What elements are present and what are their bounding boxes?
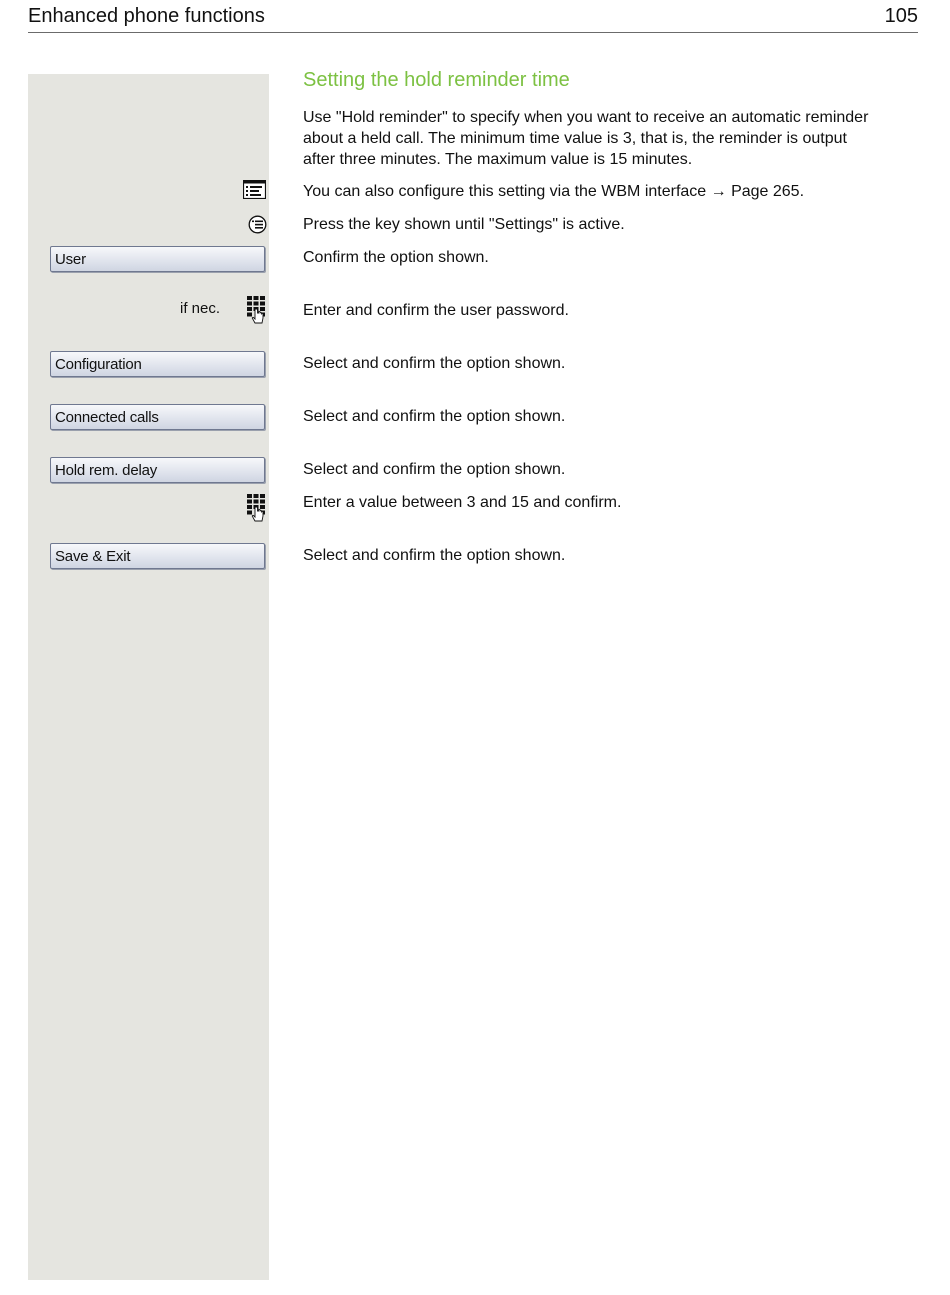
configuration-button[interactable]: Configuration — [50, 351, 265, 377]
step-configuration-text: Select and confirm the option shown. — [303, 355, 566, 372]
hold-rem-delay-button[interactable]: Hold rem. delay — [50, 457, 265, 483]
wbm-screen-icon — [243, 180, 266, 199]
menu-key-icon[interactable] — [248, 215, 267, 234]
connected-calls-button[interactable]: Connected calls — [50, 404, 265, 430]
step-wbm-text: You can also configure this setting via the WBM interface → Page 265. — [303, 183, 805, 200]
step-enter-value-text: Enter a value between 3 and 15 and confirm. — [303, 494, 622, 511]
header-title: Enhanced phone functions — [28, 5, 265, 27]
step-settings-text: Press the key shown until "Settings" is active. — [303, 216, 625, 233]
header-divider — [28, 32, 918, 33]
if-nec-label: if nec. — [180, 300, 221, 317]
page-number: 105 — [884, 5, 918, 27]
step-hold-rem-delay-text: Select and confirm the option shown. — [303, 461, 566, 478]
user-button[interactable]: User — [50, 246, 265, 272]
intro-line: Use "Hold reminder" to specify when you want to receive an automatic reminder — [303, 109, 869, 126]
step-user-text: Confirm the option shown. — [303, 249, 489, 266]
intro-line: after three minutes. The maximum value is 15 minutes. — [303, 151, 693, 168]
keypad-icon[interactable] — [247, 296, 267, 324]
section-title: Setting the hold reminder time — [303, 69, 570, 91]
intro-line: about a held call. The minimum time value is 3, that is, the reminder is output — [303, 130, 847, 147]
step-save-exit-text: Select and confirm the option shown. — [303, 547, 566, 564]
intro-paragraph — [303, 107, 923, 170]
step-connected-calls-text: Select and confirm the option shown. — [303, 408, 566, 425]
keypad-icon[interactable] — [247, 494, 267, 522]
step-password-text: Enter and confirm the user password. — [303, 302, 569, 319]
save-exit-button[interactable]: Save & Exit — [50, 543, 265, 569]
